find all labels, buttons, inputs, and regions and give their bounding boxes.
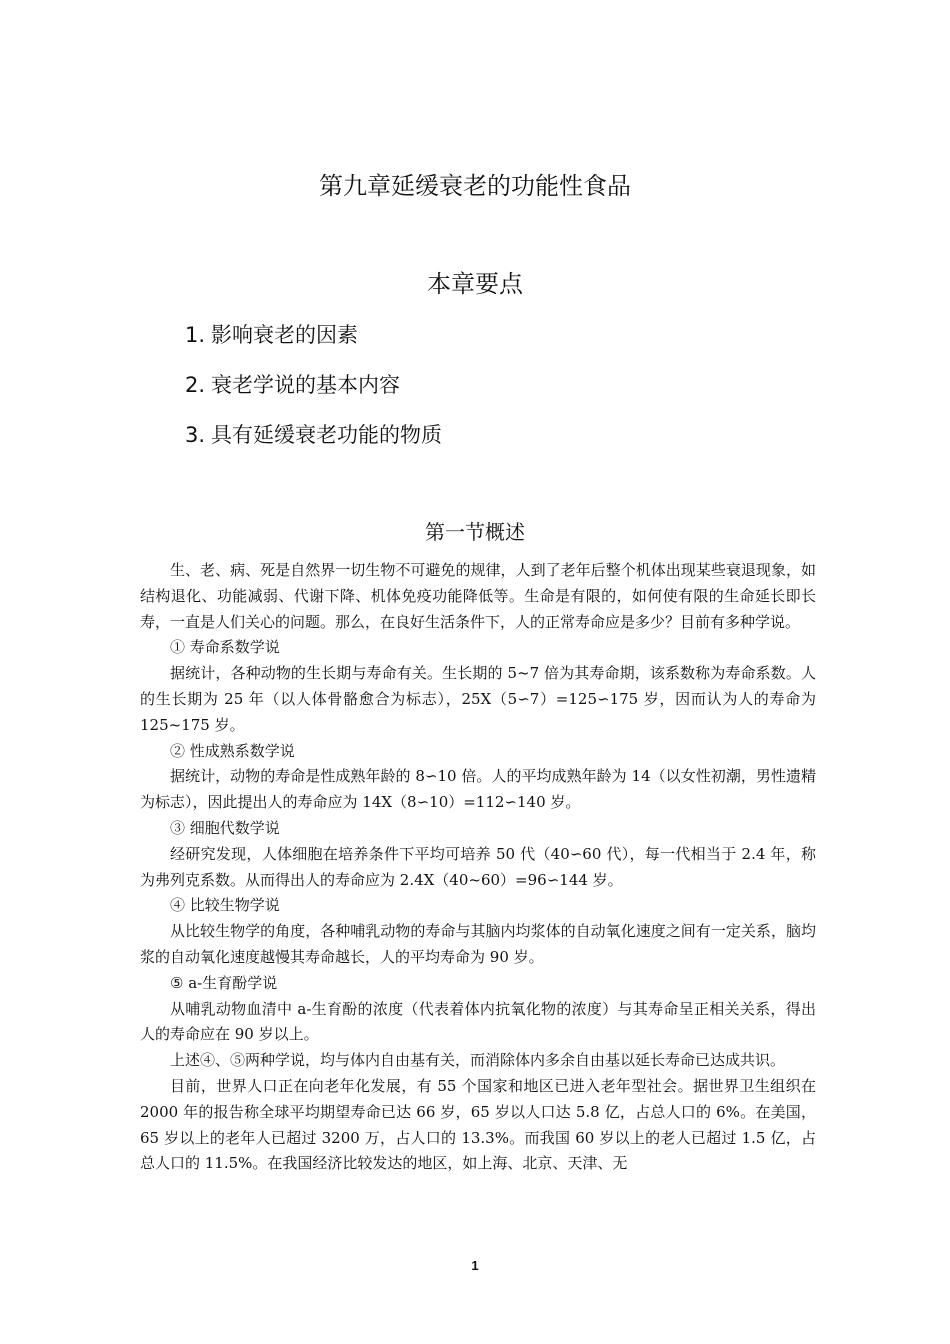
key-point-item: [185, 368, 442, 418]
key-point-text: 衰老学说的基本内容: [211, 373, 400, 397]
key-point-item: [185, 318, 442, 368]
body-paragraph: 目前，世界人口正在向老年化发展，有 55 个国家和地区已进入老年型社会。据世界卫生组织在 2000 年的报告称全球平均期望寿命已达 66 岁，65 岁以人口达 5.8 亿，占总人口的 6%。在美国，65 岁以上的老年人已超过 3200 万，占人口的 13.3%。而我国 60 岁以上的老人已超过 1.5 亿，占总人口的 11.5%。在我国经济比较发达的地区，如上海、北京、天津、无: [140, 1076, 816, 1173]
key-point-item: [185, 418, 442, 468]
key-point-number: 1.: [185, 323, 206, 347]
theory-heading: ② 性成熟系数学说: [170, 741, 295, 760]
body-paragraph: 据统计，动物的寿命是性成熟年龄的 8∽10 倍。人的平均成熟年龄为 14（以女性初潮，男性遗精为标志），因此提出人的寿命应为 14X（8∽10）=112∽140 岁。: [140, 767, 816, 812]
theory-heading: ③ 细胞代数学说: [170, 818, 280, 837]
key-point-text: 影响衰老的因素: [211, 323, 358, 347]
chapter-title: 第九章延缓衰老的功能性食品: [319, 172, 631, 200]
key-point-text: 具有延缓衰老功能的物质: [211, 423, 442, 447]
body-paragraph: 从哺乳动物血清中 a-生育酚的浓度（代表着体内抗氧化物的浓度）与其寿命呈正相关关系，得出人的寿命应在 90 岁以上。: [140, 999, 816, 1044]
key-points-heading: 本章要点: [427, 270, 523, 298]
theory-heading: ⑤ a-生育酚学说: [170, 973, 278, 992]
theory-heading: ① 寿命系数学说: [170, 638, 280, 657]
key-points-list: [185, 318, 442, 468]
body-paragraph: 上述④、⑤两种学说，均与体内自由基有关，而消除体内多余自由基以延长寿命已达成共识。: [170, 1051, 786, 1070]
body-paragraph: 据统计，各种动物的生长期与寿命有关。生长期的 5~7 倍为其寿命期，该系数称为寿命系数。人的生长期为 25 年（以人体骨骼愈合为标志），25X（5∽7）=125∽175 岁，因而认为人的寿命为 125~175 岁。: [140, 664, 816, 734]
body-paragraph: 生、老、病、死是自然界一切生物不可避免的规律，人到了老年后整个机体出现某些衰退现象，如结构退化、功能减弱、代谢下降、机体免疫功能降低等。生命是有限的，如何使有限的生命延长即长寿，一直是人们关心的问题。那么，在良好生活条件下，人的正常寿命应是多少？目前有多种学说。: [140, 561, 816, 631]
section-title: 第一节概述: [425, 520, 525, 544]
body-paragraph: 从比较生物学的角度，各种哺乳动物的寿命与其脑内均浆体的自动氧化速度之间有一定关系，脑均浆的自动氧化速度越慢其寿命越长，人的平均寿命为 90 岁。: [140, 922, 816, 966]
page-number: 1: [471, 1258, 479, 1273]
section-body: [140, 558, 816, 1177]
key-point-number: 3.: [185, 423, 206, 447]
key-point-number: 2.: [185, 373, 206, 397]
theory-heading: ④ 比较生物学说: [170, 896, 280, 915]
body-paragraph: 经研究发现，人体细胞在培养条件下平均可培养 50 代（40∽60 代），每一代相当于 2.4 年，称为弗列克系数。从而得出人的寿命应为 2.4X（40~60）=96∽144 岁。: [140, 844, 816, 889]
